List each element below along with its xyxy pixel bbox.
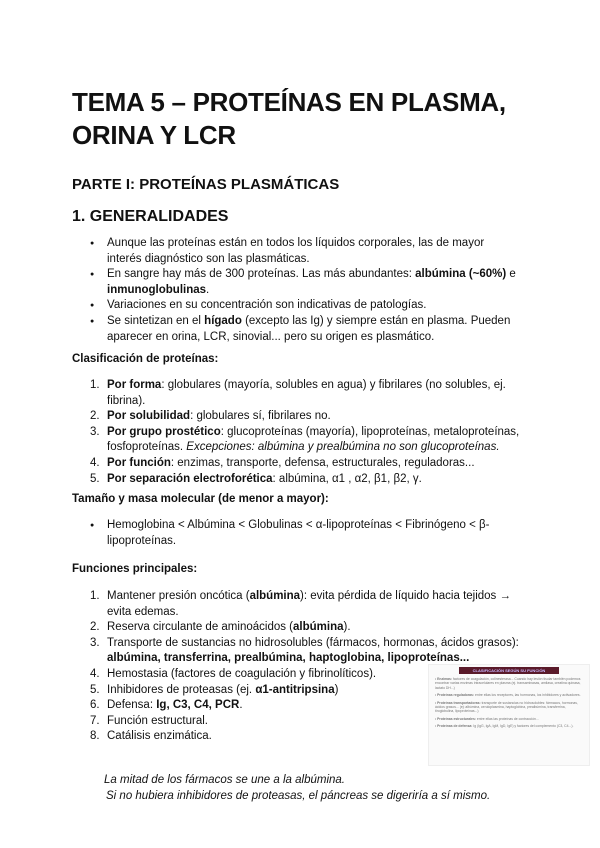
classification-figure xyxy=(428,664,590,766)
list-item xyxy=(90,409,520,425)
figure-item: • Proteínas reguladoras: entre ellas los receptores, las hormonas, los inhibidores y activadores. xyxy=(435,693,581,698)
bold-text: Por solubilidad xyxy=(107,410,191,423)
bold-text: Proteínas estructurales: xyxy=(437,716,476,721)
funciones-heading: Funciones principales: xyxy=(72,563,198,575)
bold-text: Proteínas reguladoras: xyxy=(437,693,475,698)
generalidades-list xyxy=(90,236,520,345)
section-heading: 1. GENERALIDADES xyxy=(72,208,229,225)
list-item xyxy=(90,425,520,456)
clasificacion-list xyxy=(90,378,520,487)
text: Función estructural. xyxy=(107,714,208,727)
bold-text: albúmina (~60%) xyxy=(415,268,507,281)
bold-text: Por separación electroforética xyxy=(107,472,273,485)
item-number: 2. xyxy=(90,621,100,634)
bold-text: inmunoglobulinas xyxy=(107,283,207,296)
bold-text: Por grupo prostético xyxy=(107,425,221,438)
list-item xyxy=(90,456,520,472)
list-item xyxy=(90,472,520,488)
text: ) xyxy=(334,683,339,696)
text: Defensa: xyxy=(107,699,157,712)
bold-text: Proteínas transportadoras: xyxy=(437,700,481,705)
tamano-heading: Tamaño y masa molecular (de menor a mayor): xyxy=(72,493,329,505)
text: . xyxy=(239,699,243,712)
text: . xyxy=(206,283,210,296)
text: Hemoglobina < Albúmina < Globulinas < α-lipoproteínas < Fibrinógeno < β-lipoproteínas. xyxy=(107,519,490,547)
item-number: 5. xyxy=(90,472,100,485)
list-item xyxy=(90,314,520,345)
text: Aunque las proteínas están en todos los líquidos corporales, las de mayor interés diagnóstico son las plasmáticas. xyxy=(107,237,485,265)
text: entre ellas las proteínas de contracción... xyxy=(475,716,539,721)
item-number: 5. xyxy=(90,683,100,696)
bold-text: Proteínas de defensa: xyxy=(437,724,473,729)
figure-text xyxy=(429,677,589,729)
tamano-list xyxy=(90,518,510,549)
figure-title: CLASIFICACIÓN SEGÚN SU FUNCIÓN xyxy=(459,667,559,674)
list-item xyxy=(90,236,520,267)
text: entre ellas los receptores, las hormonas, los inhibidores y activadores. xyxy=(474,693,581,698)
text: : globulares (mayoría, solubles en agua) y fibrilares (no solubles, ej. fibrina). xyxy=(107,379,506,407)
text: factores de coagulación, colinesterasa... Cuando hay lesión tisular también podemos encontrar varias enzimas intracelulares en plasma (ej. transaminasas, amilasa, creatina quinasa, lactato DH...) xyxy=(435,677,581,690)
text: Inhibidores de proteasas (ej. xyxy=(107,683,256,696)
text: e xyxy=(506,268,516,281)
text: En sangre hay más de 300 proteínas. Las más abundantes: xyxy=(107,268,416,281)
part-heading: PARTE I: PROTEÍNAS PLASMÁTICAS xyxy=(72,176,340,193)
figure-item: • Proteínas transportadoras: transporte de sustancias no hidrosolubles: fármacos, hormonas, ácidos grasos... (ej: albúmina, ceruloplasmina, haptoglobina, prealbúmina, transferrina, tiroglobulina, lipoproteínas...) xyxy=(435,700,578,714)
list-item xyxy=(90,298,520,314)
italic-text: Excepciones: albúmina y prealbúmina no son glucoproteínas. xyxy=(186,441,500,454)
item-number: 6. xyxy=(90,699,100,712)
item-number: 3. xyxy=(90,425,100,438)
item-number: 7. xyxy=(90,714,100,727)
text: Transporte de sustancias no hidrosolubles (fármacos, hormonas, ácidos grasos): xyxy=(107,636,519,649)
text: : albúmina, α1 , α2, β1, β2, γ. xyxy=(272,472,422,485)
text: : enzimas, transporte, defensa, estructurales, reguladoras... xyxy=(170,456,475,469)
bold-text: Por función xyxy=(107,456,171,469)
text: Catálisis enzimática. xyxy=(107,730,212,743)
list-item xyxy=(90,378,520,409)
text: : globulares sí, fibrilares no. xyxy=(190,410,331,423)
note-pancreas: Si no hubiera inhibidores de proteasas, el páncreas se digeriría a sí mismo. xyxy=(106,790,491,802)
bold-text: albúmina xyxy=(249,590,301,602)
text: Mantener presión oncótica ( xyxy=(107,590,250,602)
list-item xyxy=(90,620,530,636)
list-item xyxy=(90,636,530,667)
bold-text: albúmina, transferrina, prealbúmina, haptoglobina, lipoproteínas... xyxy=(107,652,470,665)
item-number: 1. xyxy=(90,379,100,391)
item-number: 2. xyxy=(90,410,100,423)
bold-text: α1-antitripsina xyxy=(255,683,335,696)
figure-item: • Proteínas de defensa: Ig (IgG, IgA, IgM, IgD, IgE) y factores del complemento (C3, C4...). xyxy=(435,724,574,729)
list-item xyxy=(90,589,530,620)
text: Se sintetizan en el xyxy=(107,314,205,327)
list-item xyxy=(90,267,520,298)
bold-text: Enzimas: xyxy=(437,677,453,681)
text: ). xyxy=(343,621,351,634)
note-farmacos: La mitad de los fármacos se une a la albúmina. xyxy=(104,774,345,786)
clasificacion-heading: Clasificación de proteínas: xyxy=(72,353,219,365)
text: Variaciones en su concentración son indicativas de patologías. xyxy=(107,299,427,312)
item-number: 4. xyxy=(90,456,100,469)
text: ): evita pérdida de líquido hacia tejidos → evita edemas. xyxy=(107,590,512,618)
bold-text: hígado xyxy=(204,314,242,327)
text: Reserva circulante de aminoácidos ( xyxy=(107,621,294,634)
item-number: 3. xyxy=(90,636,100,649)
figure-item: • Proteínas estructurales: entre ellas las proteínas de contracción... xyxy=(435,716,539,721)
text: : glucoproteínas (mayoría), lipoproteínas, metaloproteínas, fosfoproteínas. xyxy=(107,425,520,454)
item-number: 8. xyxy=(90,730,100,743)
text: Ig (IgG, IgA, IgM, IgD, IgE) y factores del complemento (C3, C4...). xyxy=(472,724,574,729)
text: (excepto las Ig) y siempre están en plasma. Pueden aparecer en orina, LCR, sinovial... pero su origen es plasmático. xyxy=(107,314,511,343)
text: transporte de sustancias no hidrosolubles: fármacos, hormonas, ácidos grasos... (ej: albúmina, ceruloplasmina, haptoglobina, prealbúmina, transferrina, tiroglobulina, lipoproteínas...) xyxy=(435,700,578,714)
bold-text: Por forma xyxy=(107,379,162,391)
page-title: TEMA 5 – PROTEÍNAS EN PLASMA, ORINA Y LCR xyxy=(72,87,506,150)
bold-text: Ig, C3, C4, PCR xyxy=(156,699,240,712)
text: Hemostasia (factores de coagulación y fibrinolíticos). xyxy=(107,667,377,680)
item-number: 1. xyxy=(90,590,100,602)
item-number: 4. xyxy=(90,667,100,680)
list-item xyxy=(90,518,510,549)
bold-text: albúmina xyxy=(293,621,344,634)
figure-item: • Enzimas: factores de coagulación, colinesterasa... Cuando hay lesión tisular también podemos encontrar varias enzimas intracelulares en plasma (ej. transaminasas, amilasa, creatina quinasa, lactato DH...) xyxy=(435,677,581,690)
